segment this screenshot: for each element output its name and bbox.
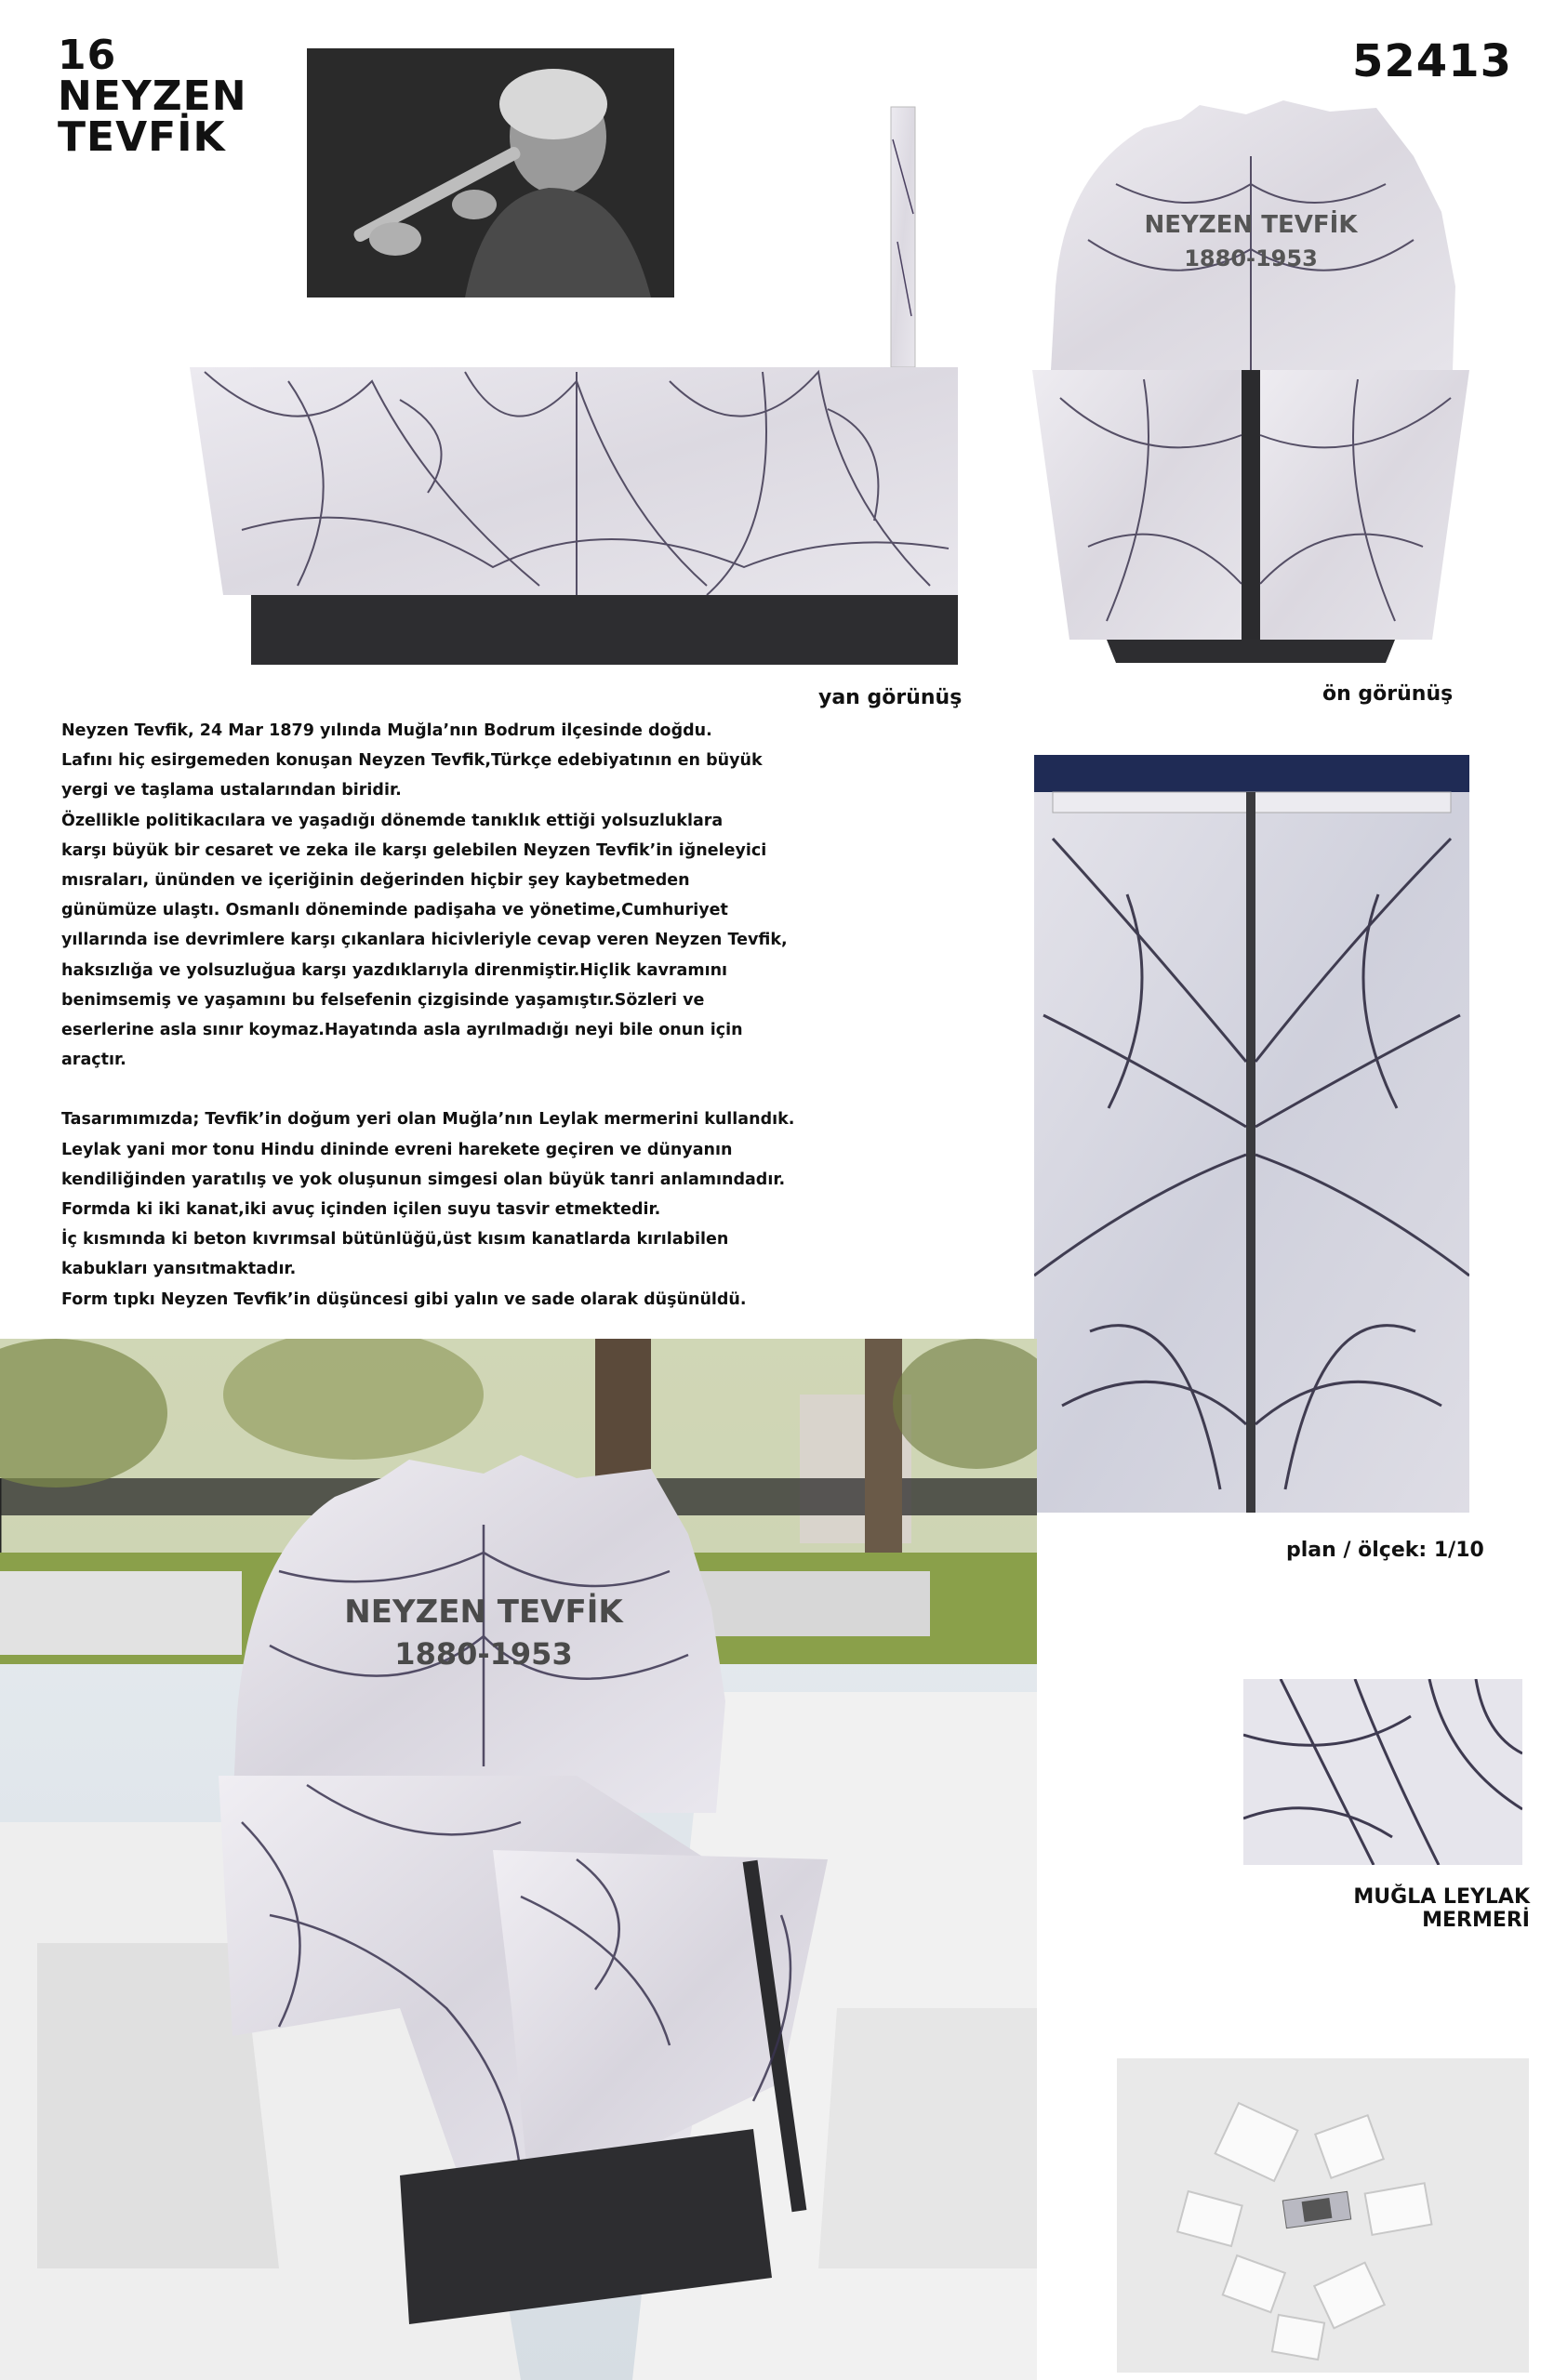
front-engraving-name: NEYZEN TEVFİK — [1144, 211, 1358, 239]
para2-line: kabukları yansıtmaktadır. — [61, 1260, 297, 1279]
description-text — [61, 716, 796, 1315]
title-number: 16 — [58, 32, 117, 79]
model-top-view — [1117, 2058, 1529, 2373]
para1-line: eserlerine asla sınır koymaz.Hayatında asla ayrılmadığı neyi bile onun için — [61, 1021, 743, 1040]
para2-line: İç kısmında ki beton kıvrımsal bütünlüğü,üst kısım kanatlarda kırılabilen — [61, 1230, 729, 1250]
front-engraving-years: 1880-1953 — [1184, 245, 1318, 271]
cemetery-render — [0, 1339, 1037, 2380]
para1-line: günümüze ulaştı. Osmanlı döneminde padişaha ve yönetime,Cumhuriyet — [61, 901, 728, 920]
para2-line: Form tıpkı Neyzen Tevfik’in düşüncesi gibi yalın ve sade olarak düşünüldü. — [61, 1289, 747, 1309]
para1-line: Lafını hiç esirgemeden konuşan Neyzen Tevfik,Türkçe edebiyatının en büyük — [61, 751, 763, 771]
front-view-label: ön görünüş — [1322, 682, 1454, 706]
para1-line: benimsemiş ve yaşamını bu felsefenin çizgisinde yaşamıştır.Sözleri ve — [61, 990, 705, 1010]
title-name-line1: NEYZEN — [58, 73, 247, 120]
para1-line: yergi ve taşlama ustalarından biridir. — [61, 781, 402, 800]
marble-sample — [1243, 1679, 1522, 1865]
title-name-line2: TEVFİK — [58, 113, 226, 161]
side-view-drawing — [186, 102, 967, 669]
material-label-line1: MUĞLA LEYLAK — [1353, 1885, 1530, 1909]
para1-line: karşı büyük bir cesaret ve zeka ile karşı gelebilen Neyzen Tevfik’in iğneleyici — [61, 840, 767, 860]
para1-line: Neyzen Tevfik, 24 Mar 1879 yılında Muğla’nın Bodrum ilçesinde doğdu. — [61, 721, 712, 740]
para1-line: haksızlığa ve yolsuzluğua karşı yazdıklarıyla direnmiştir.Hiçlik kavramını — [61, 960, 728, 980]
render-engraving-years: 1880-1953 — [394, 1636, 573, 1672]
para1-line: mısraları, ününden ve içeriğinin değerinden hiçbir şey kaybetmeden — [61, 871, 690, 891]
side-view-label: yan görünüş — [818, 686, 963, 709]
material-label-line2: MERMERİ — [1422, 1909, 1530, 1932]
render-engraving-name: NEYZEN TEVFİK — [344, 1593, 623, 1631]
plan-view-drawing — [1034, 755, 1469, 1513]
para2-line: Formda ki iki kanat,iki avuç içinden içilen suyu tasvir etmektedir. — [61, 1200, 661, 1220]
para2-line: kendiliğinden yaratılış ve yok oluşunun simgesi olan büyük tanri anlamındadır. — [61, 1170, 786, 1189]
plan-view-label: plan / ölçek: 1/10 — [1286, 1539, 1484, 1562]
project-code: 52413 — [1352, 35, 1512, 87]
para2-line: Tasarımımızda; Tevfik’in doğum yeri olan Muğla’nın Leylak mermerini kullandık. — [61, 1110, 795, 1130]
para1-line: yıllarında ise devrimlere karşı çıkanlara hicivleriyle cevap veren Neyzen Tevfik, — [61, 931, 788, 950]
para1-line: araçtır. — [61, 1051, 126, 1070]
para2-line: Leylak yani mor tonu Hindu dininde evreni harekete geçiren ve dünyanın — [61, 1140, 733, 1159]
material-label — [1293, 1885, 1530, 1932]
para1-line: Özellikle politikacılara ve yaşadığı dönemde tanıklık ettiği yolsuzluklara — [61, 811, 724, 830]
front-view-drawing — [1032, 100, 1469, 663]
